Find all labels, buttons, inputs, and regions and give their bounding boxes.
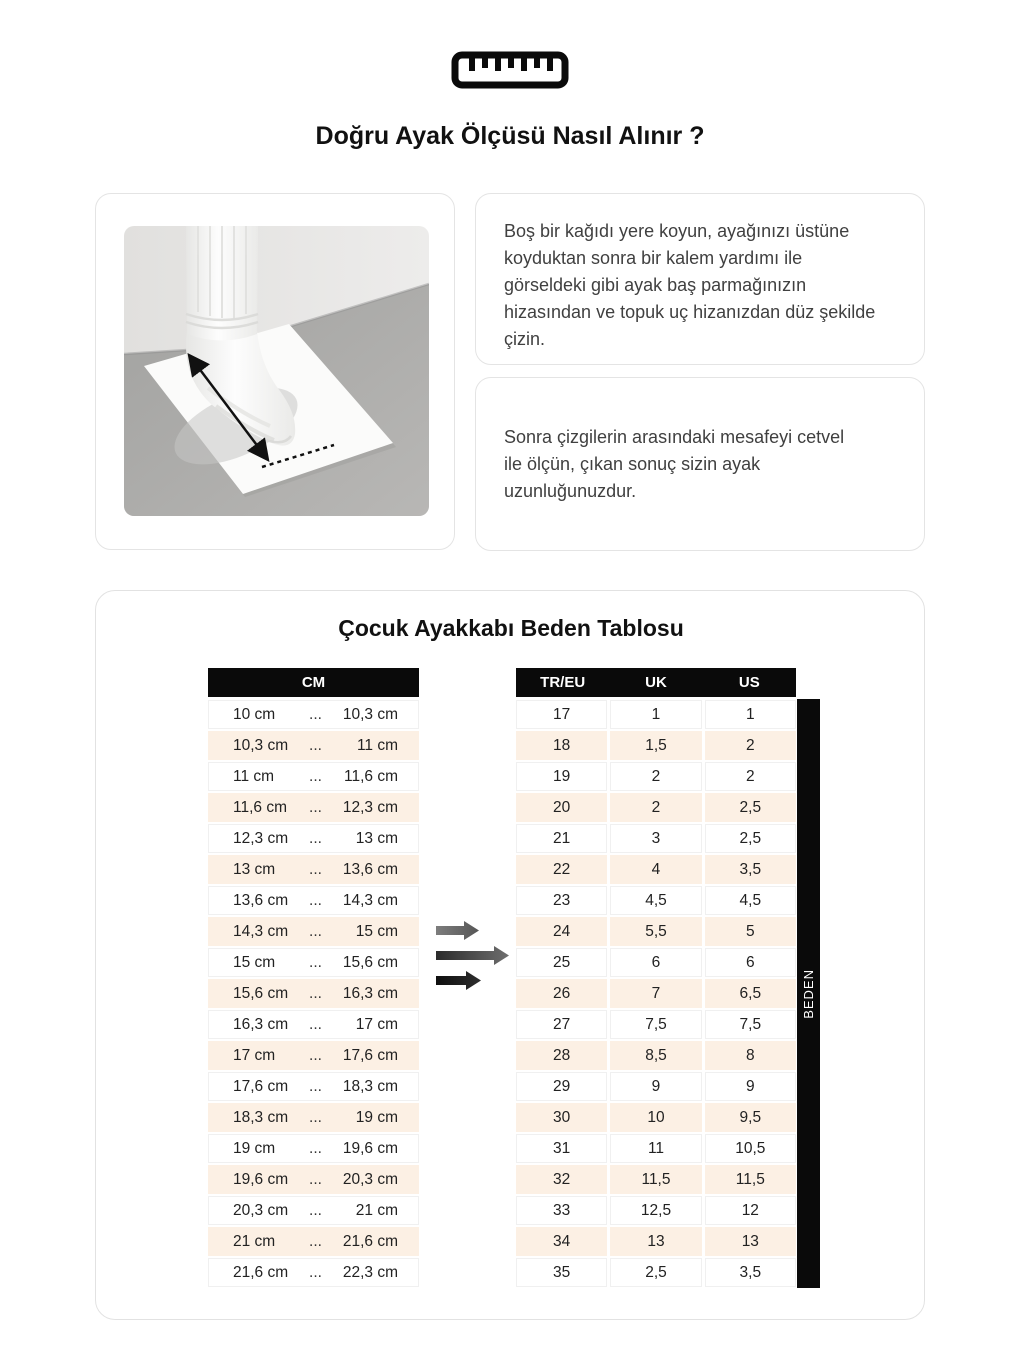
cm-range-to: 15 cm [355, 922, 398, 940]
size-cell: 11 [610, 1134, 701, 1163]
cm-range-to: 17 cm [355, 1015, 398, 1033]
size-cell: 1 [610, 700, 701, 729]
cm-table-row [208, 1041, 419, 1070]
size-table-row [516, 793, 796, 822]
cm-range-to: 14,3 cm [342, 891, 398, 909]
size-cell: 3,5 [705, 855, 796, 884]
size-cell: 28 [516, 1041, 607, 1070]
cm-table [208, 668, 419, 1289]
cm-range-from: 13,6 cm [233, 891, 289, 909]
cm-range-dots: ... [309, 984, 322, 1002]
cm-range-from: 10,3 cm [233, 736, 289, 754]
size-table-row [516, 1010, 796, 1039]
size-cell: 31 [516, 1134, 607, 1163]
international-size-table [516, 668, 796, 1289]
size-cell: 13 [705, 1227, 796, 1256]
size-cell: 2 [610, 793, 701, 822]
size-table-row [516, 731, 796, 760]
cm-table-row [208, 762, 419, 791]
cm-range-to: 13,6 cm [342, 860, 398, 878]
cm-range-from: 19 cm [233, 1139, 276, 1157]
size-cell: 17 [516, 700, 607, 729]
cm-range-from: 21,6 cm [233, 1263, 289, 1281]
size-cell: 13 [610, 1227, 701, 1256]
cm-range-to: 11,6 cm [344, 767, 398, 785]
size-cell: 27 [516, 1010, 607, 1039]
size-table-row [516, 917, 796, 946]
cm-range-to: 18,3 cm [342, 1077, 398, 1095]
cm-table-row [208, 824, 419, 853]
size-section-title: Çocuk Ayakkabı Beden Tablosu [338, 615, 684, 641]
size-cell: 18 [516, 731, 607, 760]
cm-range-dots: ... [309, 1108, 322, 1126]
size-cell: 6,5 [705, 979, 796, 1008]
size-table-card [95, 590, 925, 1320]
cm-range-from: 11,6 cm [233, 798, 287, 816]
cm-range-from: 15,6 cm [233, 984, 289, 1002]
size-cell: 1 [705, 700, 796, 729]
size-table-row [516, 1072, 796, 1101]
cm-range-to: 17,6 cm [342, 1046, 398, 1064]
cm-table-row [208, 1196, 419, 1225]
cm-table-row [208, 1227, 419, 1256]
size-cell: 19 [516, 762, 607, 791]
size-cell: 2,5 [610, 1258, 701, 1287]
size-cell: 7,5 [610, 1010, 701, 1039]
cm-table-row [208, 1134, 419, 1163]
cm-range-to: 21 cm [355, 1201, 398, 1219]
cm-range-dots: ... [309, 860, 322, 878]
size-cell: 30 [516, 1103, 607, 1132]
cm-range-dots: ... [309, 705, 322, 723]
size-cell: 5 [705, 917, 796, 946]
size-cell: 9 [705, 1072, 796, 1101]
cm-range-dots: ... [309, 829, 322, 847]
cm-table-row [208, 793, 419, 822]
instruction-text-2: Sonra çizgilerin arasındaki mesafeyi cetvel ile ölçün, çıkan sonuç sizin ayak uzunluğunuzdur. [504, 426, 845, 501]
size-table-row [516, 1103, 796, 1132]
cm-range-dots: ... [309, 1201, 322, 1219]
size-cell: 7 [610, 979, 701, 1008]
size-cell: 12 [705, 1196, 796, 1225]
size-cell: 7,5 [705, 1010, 796, 1039]
size-table-row [516, 1041, 796, 1070]
size-cell: 26 [516, 979, 607, 1008]
cm-table-row [208, 855, 419, 884]
cm-range-to: 11 cm [356, 736, 398, 754]
cm-range-to: 21,6 cm [342, 1232, 398, 1250]
size-table-row [516, 1165, 796, 1194]
size-table-row [516, 762, 796, 791]
size-cell: 2 [705, 731, 796, 760]
size-cell: 2,5 [705, 793, 796, 822]
cm-range-from: 21 cm [233, 1232, 276, 1250]
size-table-header-us: US [738, 674, 760, 691]
cm-table-row [208, 1165, 419, 1194]
cm-table-row [208, 979, 419, 1008]
size-cell: 8,5 [610, 1041, 701, 1070]
instruction-card-2 [475, 377, 925, 551]
size-table-row [516, 700, 796, 729]
size-table-row [516, 886, 796, 915]
cm-range-to: 12,3 cm [342, 798, 398, 816]
cm-range-from: 18,3 cm [233, 1108, 289, 1126]
cm-range-to: 19,6 cm [342, 1139, 398, 1157]
size-cell: 35 [516, 1258, 607, 1287]
size-cell: 33 [516, 1196, 607, 1225]
size-cell: 29 [516, 1072, 607, 1101]
size-cell: 4 [610, 855, 701, 884]
cm-range-dots: ... [309, 1263, 322, 1281]
cm-range-dots: ... [309, 1015, 322, 1033]
size-cell: 21 [516, 824, 607, 853]
cm-range-dots: ... [309, 953, 322, 971]
cm-range-from: 12,3 cm [233, 829, 289, 847]
size-table-body [516, 700, 796, 1287]
size-cell: 3,5 [705, 1258, 796, 1287]
instruction-text-1: Boş bir kağıdı yere koyun, ayağınızı üstüne koyduktan sonra bir kalem yardımı ile görseldeki gibi ayak baş parmağınızın hizasından ve topuk uç hizanızdan düz şekilde çizin. [504, 221, 876, 349]
cm-table-row [208, 917, 419, 946]
cm-table-row [208, 1258, 419, 1287]
size-cell: 2,5 [705, 824, 796, 853]
cm-range-to: 15,6 cm [342, 953, 398, 971]
cm-range-dots: ... [309, 922, 322, 940]
cm-table-row [208, 948, 419, 977]
size-cell: 22 [516, 855, 607, 884]
cm-table-row [208, 700, 419, 729]
cm-range-dots: ... [309, 891, 322, 909]
cm-range-dots: ... [309, 1139, 322, 1157]
size-table-row [516, 855, 796, 884]
size-cell: 12,5 [610, 1196, 701, 1225]
instruction-card-1 [475, 193, 925, 365]
size-cell: 4,5 [705, 886, 796, 915]
cm-table-header: CM [208, 668, 419, 697]
size-cell: 25 [516, 948, 607, 977]
cm-range-from: 16,3 cm [233, 1015, 289, 1033]
foot-measurement-photo [124, 226, 429, 516]
size-cell: 23 [516, 886, 607, 915]
cm-range-dots: ... [309, 767, 322, 785]
size-cell: 9 [610, 1072, 701, 1101]
size-table-row [516, 1196, 796, 1225]
size-cell: 6 [610, 948, 701, 977]
size-cell: 11,5 [610, 1165, 701, 1194]
size-cell: 20 [516, 793, 607, 822]
size-table-header-uk: UK [645, 674, 667, 691]
foot-photo-card [95, 193, 455, 550]
transfer-arrows-icon [434, 919, 514, 996]
cm-range-from: 14,3 cm [233, 922, 289, 940]
size-cell: 6 [705, 948, 796, 977]
page-title: Doğru Ayak Ölçüsü Nasıl Alınır ? [315, 122, 705, 150]
cm-range-dots: ... [309, 1077, 322, 1095]
cm-table-row [208, 886, 419, 915]
cm-table-row [208, 1072, 419, 1101]
cm-range-dots: ... [309, 1170, 322, 1188]
cm-range-dots: ... [309, 1046, 322, 1064]
cm-range-to: 20,3 cm [342, 1170, 398, 1188]
cm-table-row [208, 1103, 419, 1132]
size-cell: 32 [516, 1165, 607, 1194]
beden-label: BEDEN [801, 968, 816, 1019]
cm-range-from: 11 cm [233, 767, 275, 785]
cm-table-row [208, 731, 419, 760]
size-table-header-treu: TR/EU [540, 674, 586, 691]
size-cell: 10 [610, 1103, 701, 1132]
cm-table-row [208, 1010, 419, 1039]
size-cell: 3 [610, 824, 701, 853]
size-cell: 1,5 [610, 731, 701, 760]
cm-range-dots: ... [309, 1232, 322, 1250]
cm-range-to: 19 cm [355, 1108, 398, 1126]
cm-range-to: 16,3 cm [342, 984, 398, 1002]
cm-range-from: 17 cm [233, 1046, 276, 1064]
size-table-row [516, 948, 796, 977]
size-table-row [516, 824, 796, 853]
cm-range-dots: ... [309, 736, 322, 754]
beden-side-bar [797, 699, 820, 1288]
size-table-row [516, 1134, 796, 1163]
size-cell: 2 [610, 762, 701, 791]
cm-range-from: 17,6 cm [233, 1077, 289, 1095]
size-table-header-row [516, 668, 796, 697]
cm-table-body [208, 700, 419, 1287]
size-cell: 9,5 [705, 1103, 796, 1132]
cm-range-from: 20,3 cm [233, 1201, 289, 1219]
cm-range-from: 15 cm [233, 953, 276, 971]
size-cell: 34 [516, 1227, 607, 1256]
size-cell: 5,5 [610, 917, 701, 946]
cm-range-to: 22,3 cm [342, 1263, 398, 1281]
size-table-row [516, 1227, 796, 1256]
ruler-icon [0, 50, 1020, 90]
size-cell: 2 [705, 762, 796, 791]
cm-range-from: 10 cm [233, 705, 276, 723]
size-cell: 8 [705, 1041, 796, 1070]
cm-range-to: 13 cm [355, 829, 398, 847]
size-cell: 10,5 [705, 1134, 796, 1163]
cm-range-from: 13 cm [233, 860, 276, 878]
size-table-row [516, 979, 796, 1008]
size-cell: 11,5 [705, 1165, 796, 1194]
size-cell: 24 [516, 917, 607, 946]
cm-range-to: 10,3 cm [342, 705, 398, 723]
size-table-row [516, 1258, 796, 1287]
cm-range-dots: ... [309, 798, 322, 816]
cm-range-from: 19,6 cm [233, 1170, 289, 1188]
size-cell: 4,5 [610, 886, 701, 915]
